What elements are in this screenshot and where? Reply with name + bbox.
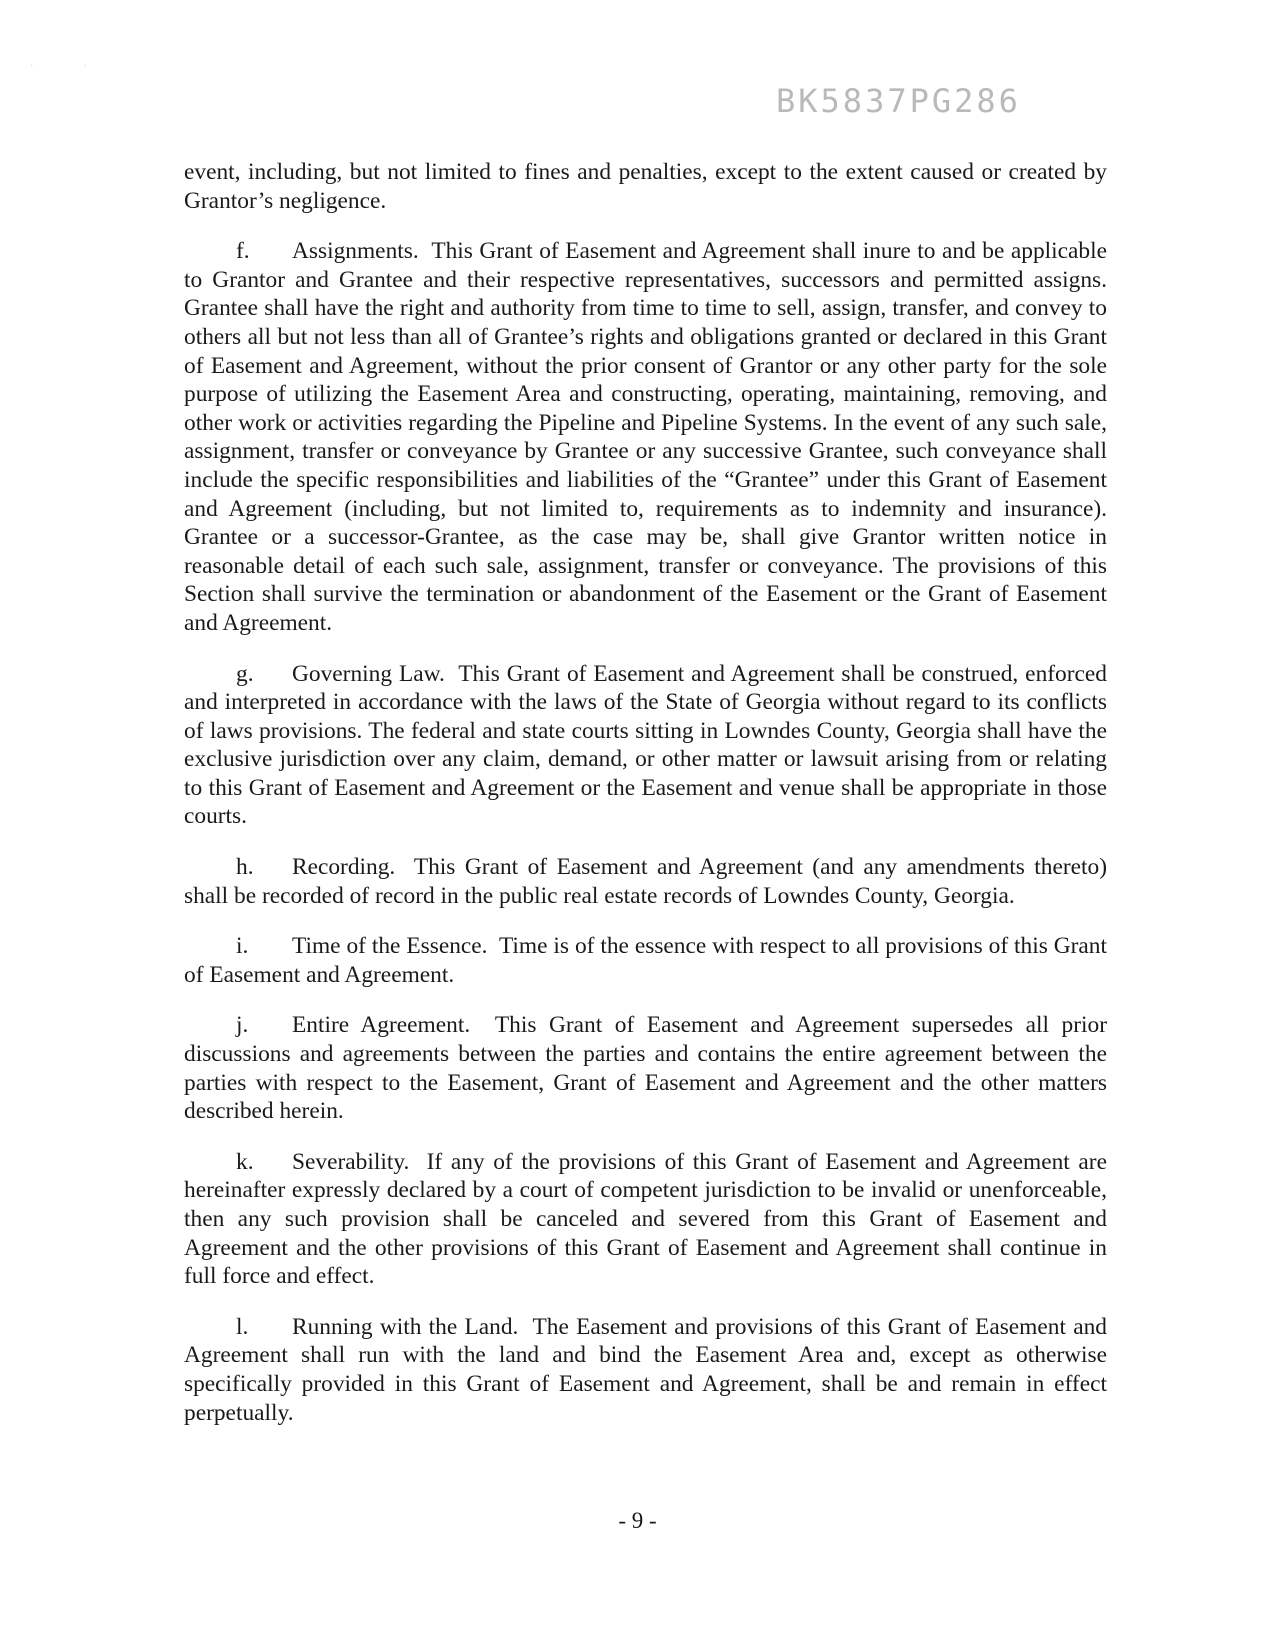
scan-artifact: · · <box>30 60 87 71</box>
section-label: k. <box>236 1148 254 1175</box>
section-heading: Assignments. <box>292 238 419 265</box>
section-label: g. <box>236 660 254 687</box>
section-label: f. <box>236 238 250 265</box>
section-text: If any of the provisions of this Grant of Easement and Agreement are hereinafter expressly declared by a court of competent jurisdiction to be invalid or unenforceable, then any such provision shall be canceled and severed from this Grant of Easement and Agreement and the other provisions of this Grant of Easement and Agreement shall continue in full force and effect. <box>184 1148 1107 1290</box>
section-label: i. <box>236 933 249 960</box>
section-i-time-of-essence <box>184 932 1107 989</box>
section-heading: Time of the Essence. <box>292 933 488 960</box>
section-heading: Recording. <box>292 854 396 881</box>
section-l-running-with-land <box>184 1313 1107 1427</box>
recording-stamp: BK5837PG286 <box>776 82 1021 120</box>
section-g-governing-law <box>184 660 1107 832</box>
section-text: This Grant of Easement and Agreement shall inure to and be applicable to Grantor and Grantee and their respective representatives, successors and permitted assigns. Grantee shall have the right and authority from time to time to sell, assign, transfer, and convey to others all but not less than all of Grantee’s rights and obligations granted or declared in this Grant of Easement and Agreement, without the prior consent of Grantor or any other party for the sole purpose of utilizing the Easement Area and constructing, operating, maintaining, removing, and other work or activities regarding the Pipeline and Pipeline Systems. In the event of any such sale, assignment, transfer or conveyance by Grantee or any successive Grantee, such conveyance shall include the specific responsibilities and liabilities of the “Grantee” under this Grant of Easement and Agreement (including, but not limited to, requirements as to indemnity and insurance). Grantee or a successor-Grantee, as the case may be, shall give Grantor written notice in reasonable detail of each such sale, assignment, transfer or conveyance. The provisions of this Section shall survive the termination or abandonment of the Easement or the Grant of Easement and Agreement. <box>184 238 1107 636</box>
section-j-entire-agreement <box>184 1011 1107 1125</box>
section-text: The Easement and provisions of this Grant of Easement and Agreement shall run with the land and bind the Easement Area and, except as otherwise specifically provided in this Grant of Easement and Agreement, shall be and remain in effect perpetually. <box>184 1313 1107 1426</box>
section-text: This Grant of Easement and Agreement shall be construed, enforced and interpreted in accordance with the laws of the State of Georgia without regard to its conflicts of laws provisions. The federal and state courts sitting in Lowndes County, Georgia shall have the exclusive jurisdiction over any claim, demand, or other matter or lawsuit arising from or relating to this Grant of Easement and Agreement or the Easement and venue shall be appropriate in those courts. <box>184 660 1107 830</box>
section-label: j. <box>236 1012 249 1039</box>
section-f-assignments <box>184 237 1107 637</box>
page-number: - 9 - <box>618 1508 657 1533</box>
section-text: This Grant of Easement and Agreement supersedes all prior discussions and agreements between the parties and contains the entire agreement between the parties with respect to the Easement, Grant of Easement and Agreement and the other matters described herein. <box>184 1012 1107 1125</box>
section-heading: Severability. <box>292 1148 410 1175</box>
paragraph-text: event, including, but not limited to fines and penalties, except to the extent caused or created by Grantor’s negligence. <box>184 159 1107 214</box>
section-label: h. <box>236 854 254 881</box>
section-heading: Entire Agreement. <box>292 1012 471 1039</box>
paragraph-continuation <box>184 158 1107 215</box>
section-label: l. <box>236 1313 249 1340</box>
section-heading: Governing Law. <box>292 660 445 687</box>
section-k-severability <box>184 1148 1107 1291</box>
document-body <box>184 158 1107 1449</box>
section-text: Time is of the essence with respect to all provisions of this Grant of Easement and Agreement. <box>184 933 1108 988</box>
section-heading: Running with the Land. <box>292 1313 519 1340</box>
section-text: This Grant of Easement and Agreement (and any amendments thereto) shall be recorded of record in the public real estate records of Lowndes County, Georgia. <box>184 854 1107 909</box>
section-h-recording <box>184 853 1107 910</box>
